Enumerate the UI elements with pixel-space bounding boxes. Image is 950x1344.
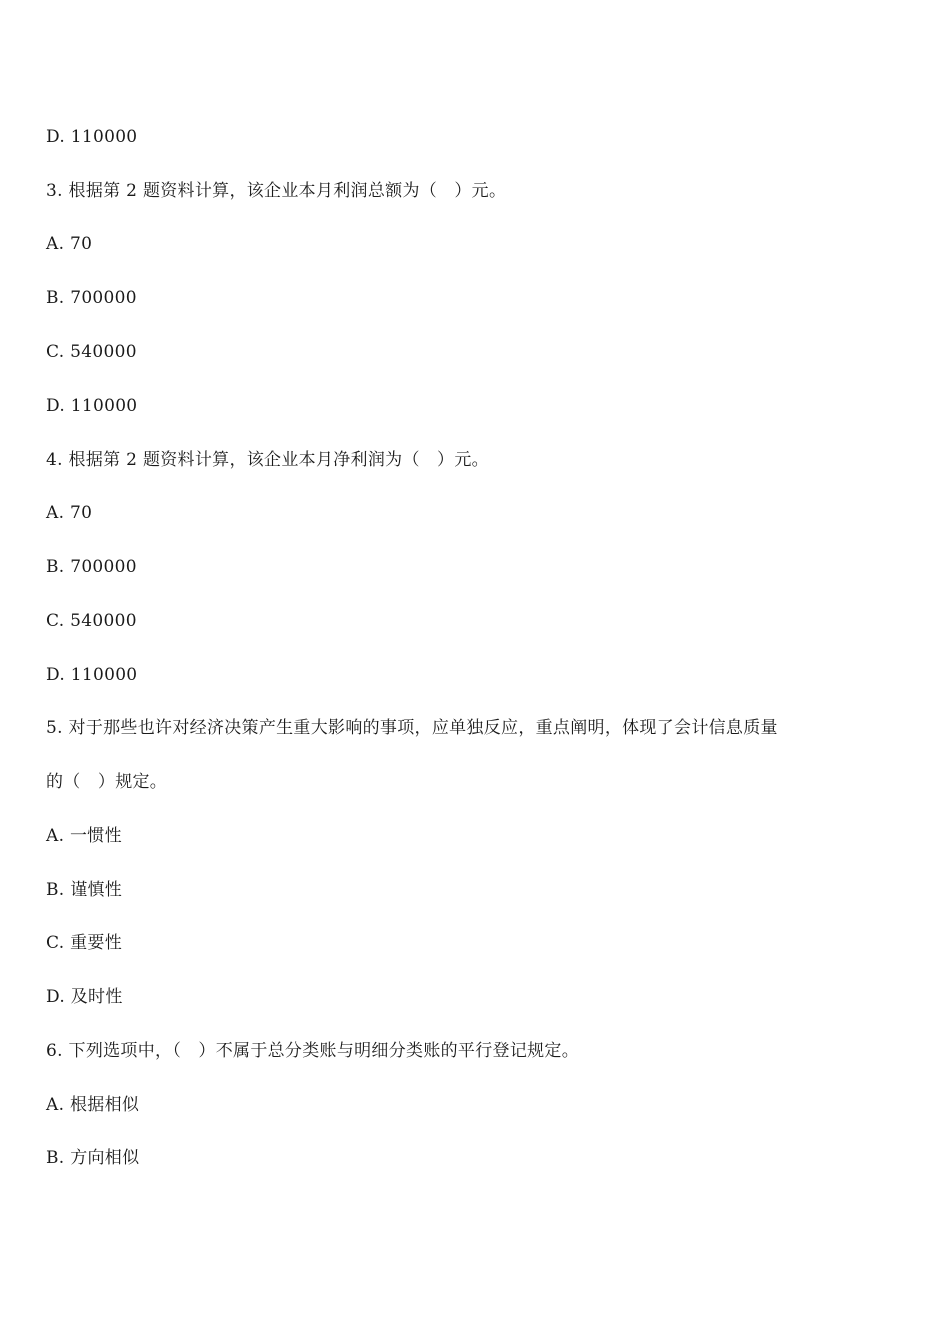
option-c-q4: C. 540000 bbox=[46, 611, 137, 631]
question-3: 3. 根据第 2 题资料计算，该企业本月利润总额为（ ）元。 bbox=[46, 181, 507, 201]
option-d-q4: D. 110000 bbox=[46, 665, 138, 685]
option-b-q6: B. 方向相似 bbox=[46, 1148, 140, 1168]
question-4: 4. 根据第 2 题资料计算，该企业本月净利润为（ ）元。 bbox=[46, 450, 489, 470]
option-a-q5: A. 一惯性 bbox=[46, 826, 122, 846]
option-a-q3: A. 70 bbox=[46, 234, 93, 254]
option-a-q6: A. 根据相似 bbox=[46, 1095, 140, 1115]
option-d-q3: D. 110000 bbox=[46, 396, 138, 416]
option-a-q4: A. 70 bbox=[46, 503, 93, 523]
question-5-line-2: 的（ ）规定。 bbox=[46, 772, 168, 792]
option-d-q5: D. 及时性 bbox=[46, 987, 123, 1007]
option-c-q5: C. 重要性 bbox=[46, 933, 123, 953]
question-6: 6. 下列选项中，（ ）不属于总分类账与明细分类账的平行登记规定。 bbox=[46, 1041, 580, 1061]
question-5-line-1: 5. 对于那些也许对经济决策产生重大影响的事项，应单独反应，重点阐明，体现了会计信息质量 bbox=[46, 718, 778, 738]
option-c-q3: C. 540000 bbox=[46, 342, 137, 362]
option-b-q5: B. 谨慎性 bbox=[46, 880, 123, 900]
option-b-q3: B. 700000 bbox=[46, 288, 137, 308]
option-b-q4: B. 700000 bbox=[46, 557, 137, 577]
option-d-q2: D. 110000 bbox=[46, 127, 138, 147]
